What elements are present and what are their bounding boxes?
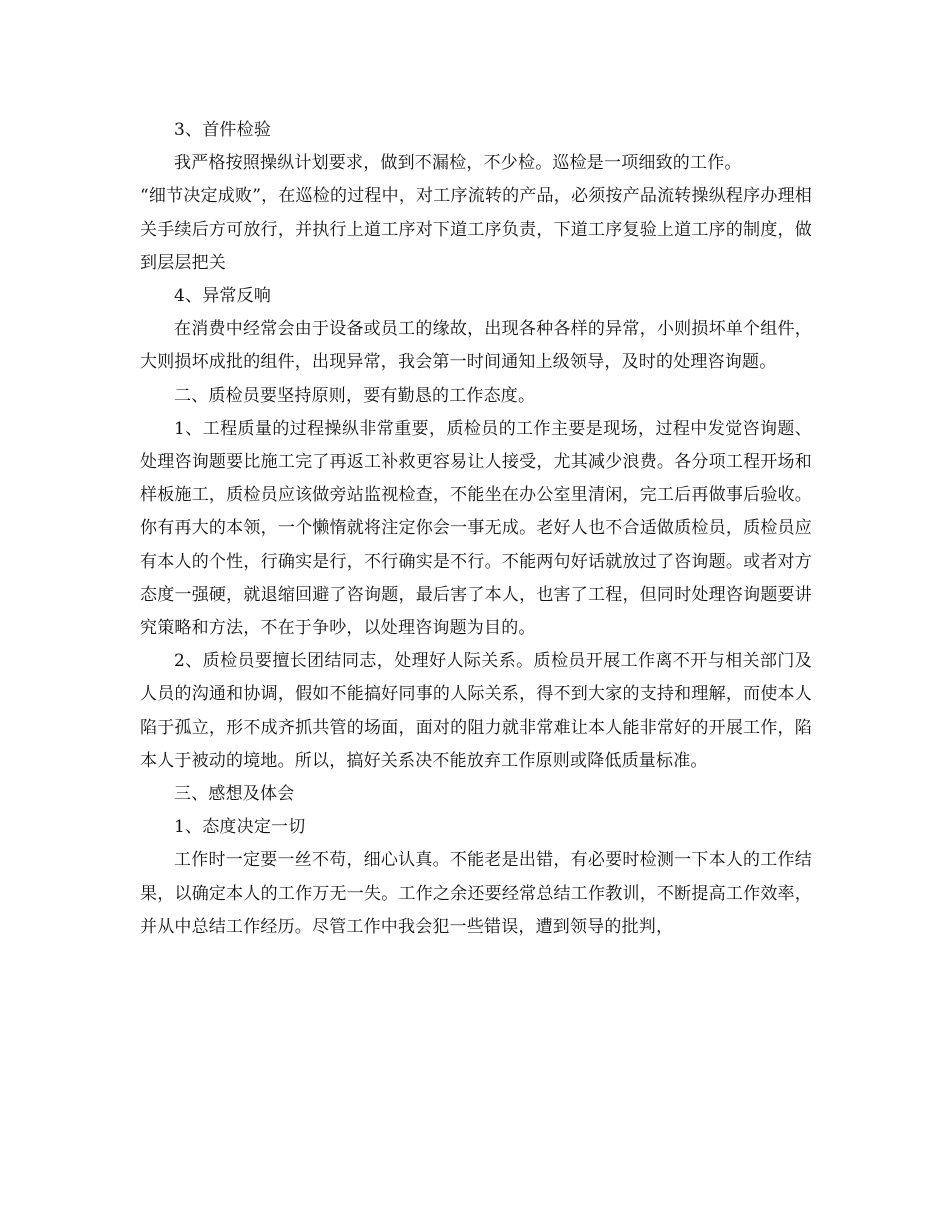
paragraph-teamwork: 2、质检员要擅长团结同志，处理好人际关系。质检员开展工作离不开与相关部门及人员的沟通和协调，假如不能搞好同事的人际关系，得不到大家的支持和理解，而使本人陷于孤立，形不成齐抓共管的场面，面对的阻力就非常难让本人能非常好的开展工作，陷本人于被动的境地。所以，搞好关系决不能放弃工作原则或降低质量标准。 (140, 651, 812, 771)
paragraph-details-decide: “细节决定成败”，在巡检的过程中，对工序流转的产品，必须按产品流转操纵程序办理相关手续后方可放行，并执行上道工序对下道工序负责，下道工序复验上道工序的制度，做到层层把关 (140, 186, 812, 273)
paragraph-patrol-inspection: 我严格按照操纵计划要求，做到不漏检，不少检。巡检是一项细致的工作。 (174, 153, 742, 174)
paragraph-attitude: 工作时一定要一丝不苟，细心认真。不能老是出错，有必要时检测一下本人的工作结果，以确定本人的工作万无一失。工作之余还要经常总结工作教训，不断提高工作效率，并从中总结工作经历。尽管工作中我会犯一些错误，遭到领导的批判， (140, 850, 812, 937)
subheading-first-article-inspection: 3、首件检验 (174, 120, 272, 140)
document-body (140, 114, 812, 944)
paragraph-abnormal-handling: 在消费中经常会由于设备或员工的缘故，出现各种各样的异常，小则损坏单个组件，大则损坏成批的组件，出现异常，我会第一时间通知上级领导，及时的处理咨询题。 (140, 319, 812, 373)
section-heading-principles: 二、质检员要坚持原则，要有勤恳的工作态度。 (174, 385, 536, 406)
section-heading-reflections: 三、感想及体会 (174, 784, 295, 805)
subheading-abnormal-feedback: 4、异常反响 (174, 286, 272, 307)
subheading-attitude: 1、态度决定一切 (174, 817, 306, 838)
paragraph-process-control: 1、工程质量的过程操纵非常重要，质检员的工作主要是现场，过程中发觉咨询题、处理咨询题要比施工完了再返工补救更容易让人接受，尤其减少浪费。各分项工程开场和样板施工，质检员应该做旁站监视检查，不能坐在办公室里清闲，完工后再做事后验收。你有再大的本领，一个懒惰就将注定你会一事无成。老好人也不合适做质检员，质检员应有本人的个性，行确实是行，不行确实是不行。不能两句好话就放过了咨询题。或者对方态度一强硬，就退缩回避了咨询题，最后害了本人，也害了工程，但同时处理咨询题要讲究策略和方法，不在于争吵，以处理咨询题为目的。 (140, 418, 812, 639)
